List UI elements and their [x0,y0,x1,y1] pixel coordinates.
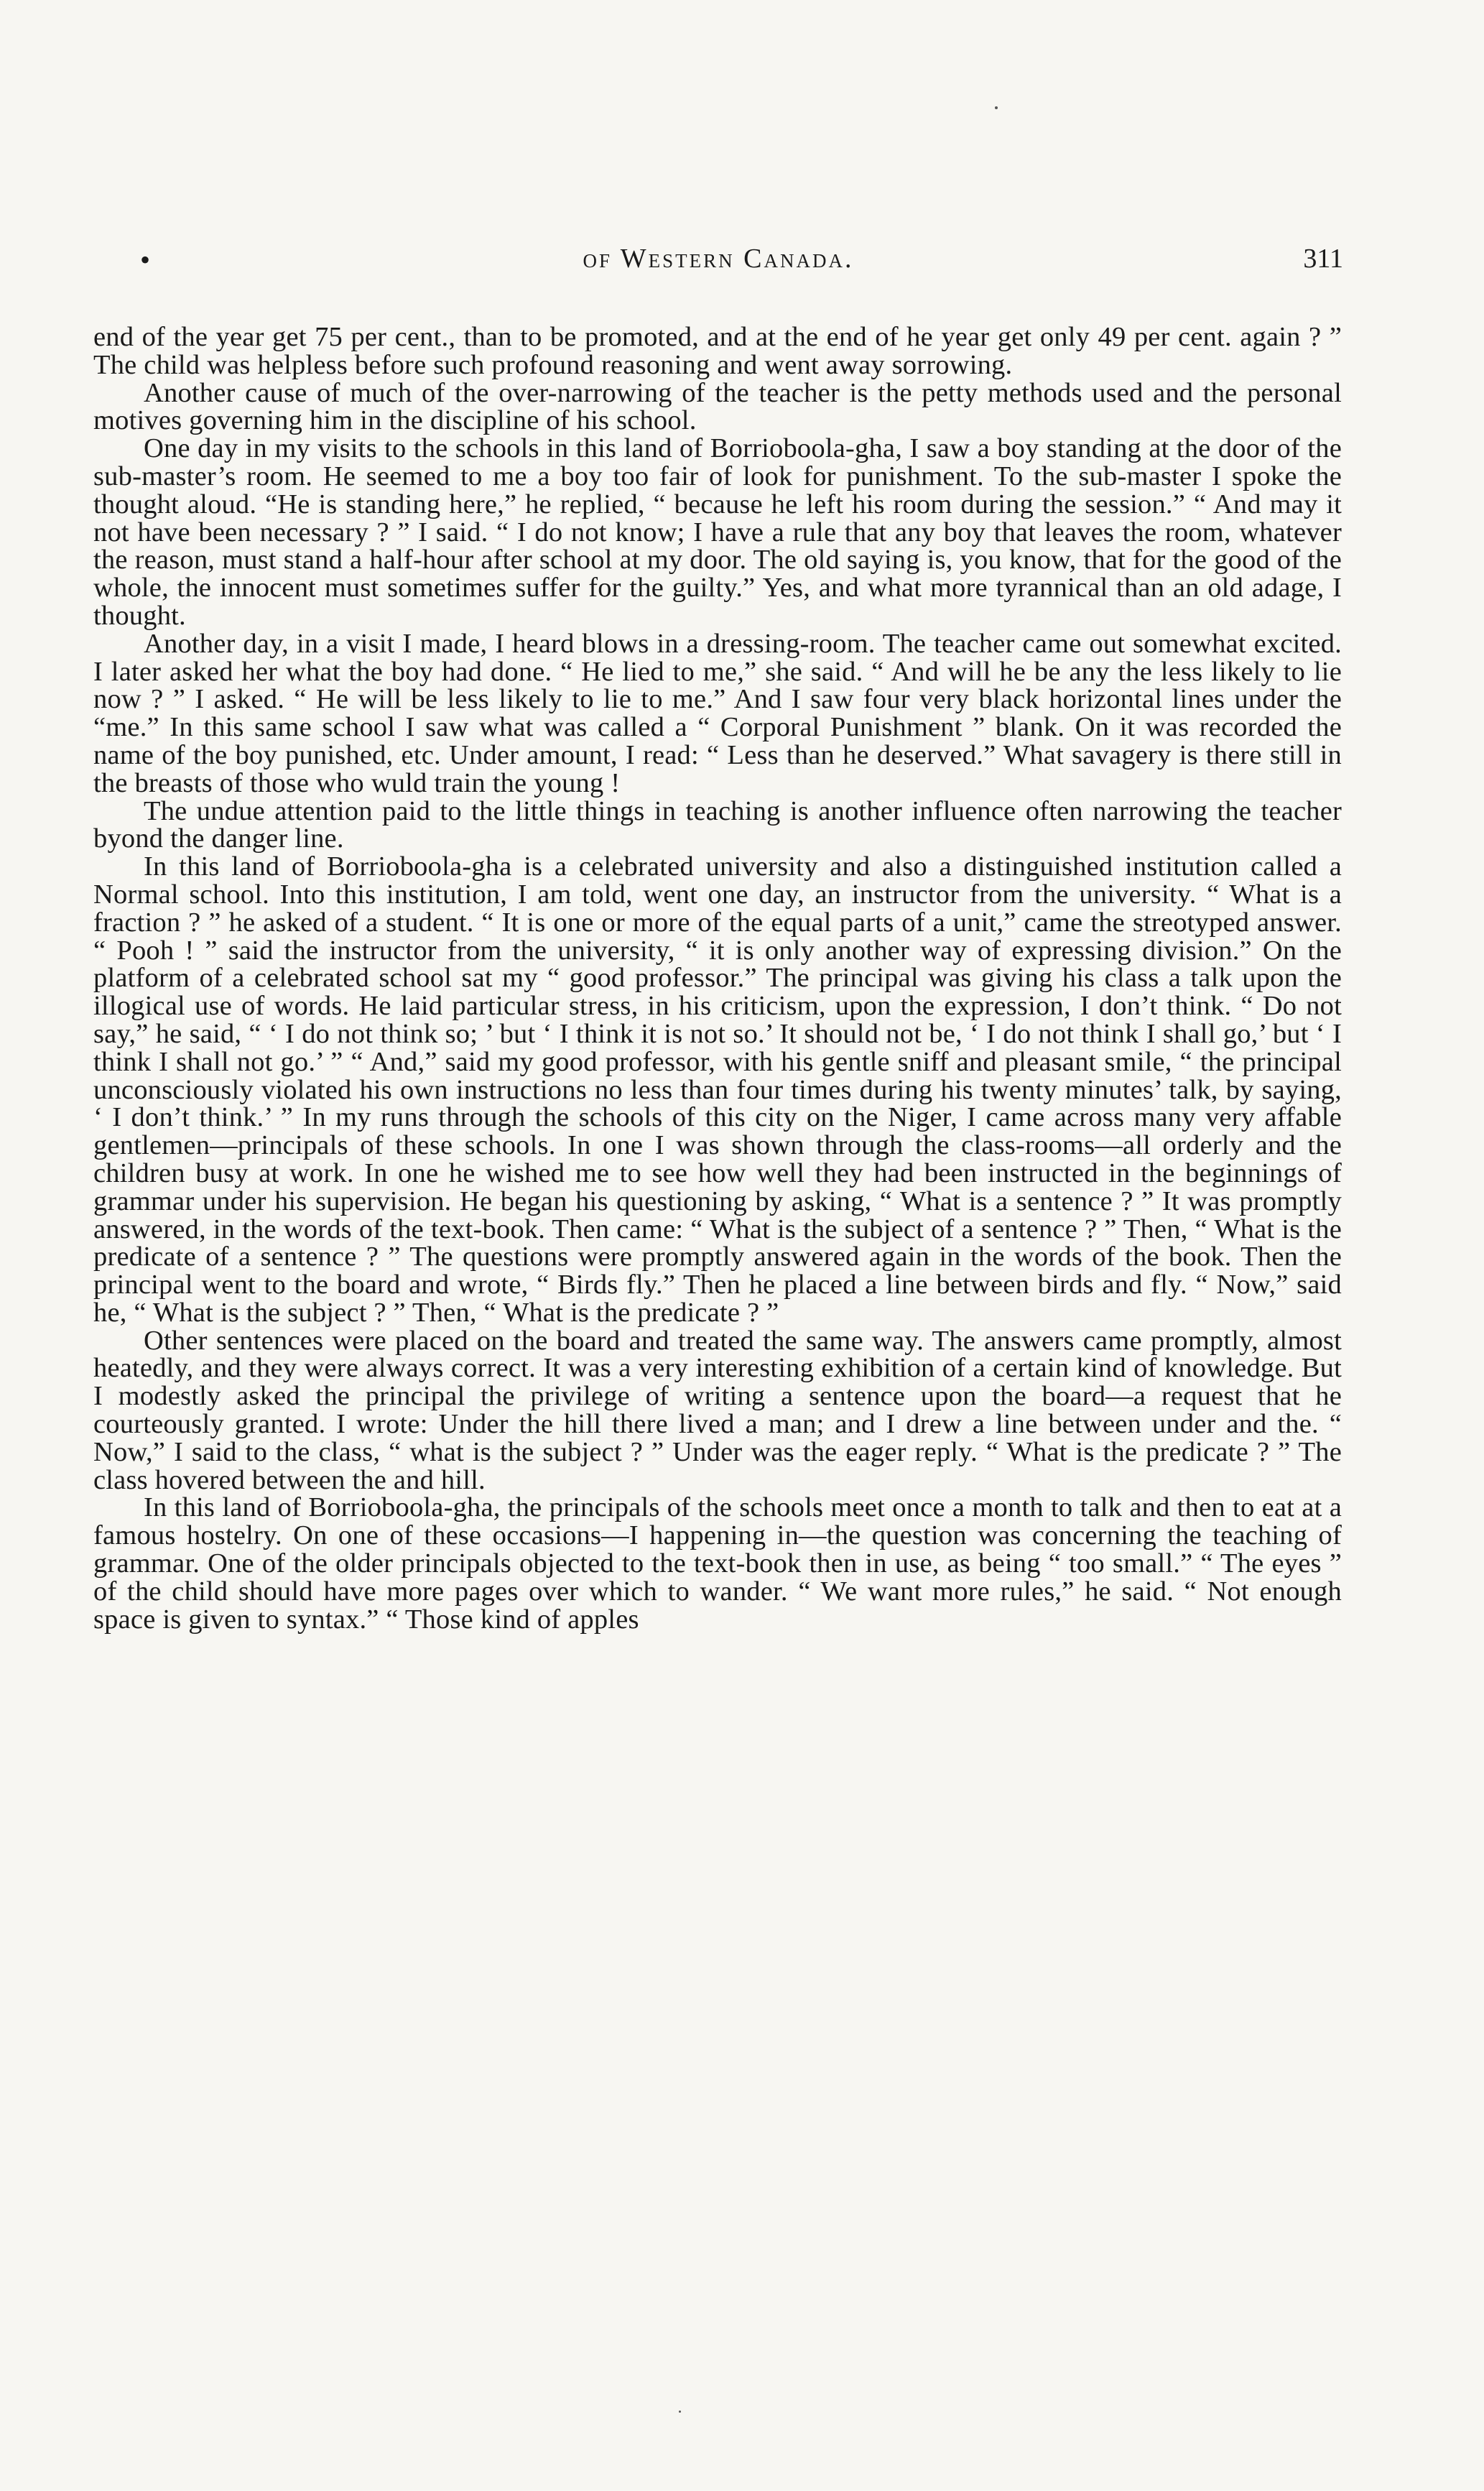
paragraph: end of the year get 75 per cent., than to be promoted, and at the end of he year get only 49 per cent. again ? ” The child was helpless before such profound reasoning and went away sorrowing. [93,322,1342,380]
paragraph: Another cause of much of the over-narrowing of the teacher is the petty methods used and the personal motives governing him in the discipline of his school. [93,377,1342,436]
paragraph: Another day, in a visit I made, I heard blows in a dressing-room. The teacher came out somewhat excited. I later asked her what the boy had done. “ He lied to me,” she said. “ And will he be any the less likely to lie now ? ” I asked. “ He will be less likely to lie to me.” And I saw four very black horizontal lines under the “me.” In this same school I saw what was called a “ Corporal Punishment ” blank. On it was recorded the name of the boy punished, etc. Under amount, I read: “ Less than he deserved.” What savagery is there still in the breasts of those who wuld train the young ! [93,628,1342,798]
print-speck [995,106,998,109]
paragraph: One day in my visits to the schools in this land of Borrioboola-gha, I saw a boy standing at the door of the sub-master’s room. He seemed to me a boy too fair of look for punishment. To the sub-master I spoke the thought aloud. “He is standing here,” he replied, “ because he left his room during the session.” “ And may it not have been necessary ? ” I said. “ I do not know; I have a rule that any boy that leaves the room, whatever the reason, must stand a half-hour after school at my door. The old saying is, you know, that for the good of the whole, the innocent must sometimes suffer for the guilty.” Yes, and what more tyrannical than an old adage, I thought. [93,433,1342,631]
running-title: of Western Canada. [583,244,854,274]
print-speck [679,2411,681,2413]
paragraph: Other sentences were placed on the board and treated the same way. The answers came promptly, almost heatedly, and they were always correct. It was a very interesting exhibition of a certain kind of knowledge. But I modestly asked the principal the privilege of writing a sentence upon the board—a request that he courteously granted. I wrote: Under the hill there lived a man; and I drew a line between under and the. “ Now,” I said to the class, “ what is the subject ? ” Under was the eager reply. “ What is the predicate ? ” The class hovered between the and hill. [93,1325,1342,1495]
paragraph: The undue attention paid to the little things in teaching is another influence often narrowing the teacher byond the danger line. [93,795,1342,854]
page-header [93,243,1343,286]
page-number: 311 [1303,244,1343,274]
paragraph: In this land of Borrioboola-gha is a celebrated university and also a distinguished institution called a Normal school. Into this institution, I am told, went one day, an instructor from the university. “ What is a fraction ? ” he asked of a student. “ It is one or more of the equal parts of a unit,” came the streotyped answer. “ Pooh ! ” said the instructor from the university, “ it is only another way of expressing division.” On the platform of a celebrated school sat my “ good professor.” The principal was giving his class a talk upon the illogical use of words. He laid particular stress, in his criticism, upon the expression, I don’t think. “ Do not say,” he said, “ ‘ I do not think so; ’ but ‘ I think it is not so.’ It should not be, ‘ I do not think I shall go,’ but ‘ I think I shall not go.’ ” “ And,” said my good professor, with his gentle sniff and pleasant smile, “ the principal unconsciously violated his own instructions no less than four times during his twenty minutes’ talk, by saying, ‘ I don’t think.’ ” In my runs through the schools of this city on the Niger, I came across many very affable gentlemen—principals of these schools. In one I was shown through the class-rooms—all orderly and the children busy at work. In one he wished me to see how well they had been instructed in the beginnings of grammar under his supervision. He began his questioning by asking, “ What is a sentence ? ” It was promptly answered, in the words of the text-book. Then came: “ What is the subject of a sentence ? ” Then, “ What is the predicate of a sentence ? ” The questions were promptly answered again in the words of the book. Then the principal went to the board and wrote, “ Birds fly.” Then he placed a line between birds and fly. “ Now,” said he, “ What is the subject ? ” Then, “ What is the predicate ? ” [93,851,1342,1328]
paragraph: In this land of Borrioboola-gha, the principals of the schools meet once a month to talk and then to eat at a famous hostelry. On one of these occasions—I happening in—the question was concerning the teaching of grammar. One of the older principals objected to the text-book then in use, as being “ too small.” “ The eyes ” of the child should have more pages over which to wander. “ We want more rules,” he said. “ Not enough space is given to syntax.” “ Those kind of apples [93,1492,1342,1635]
header-bullet: • [140,244,151,276]
body-text [93,323,1342,1633]
